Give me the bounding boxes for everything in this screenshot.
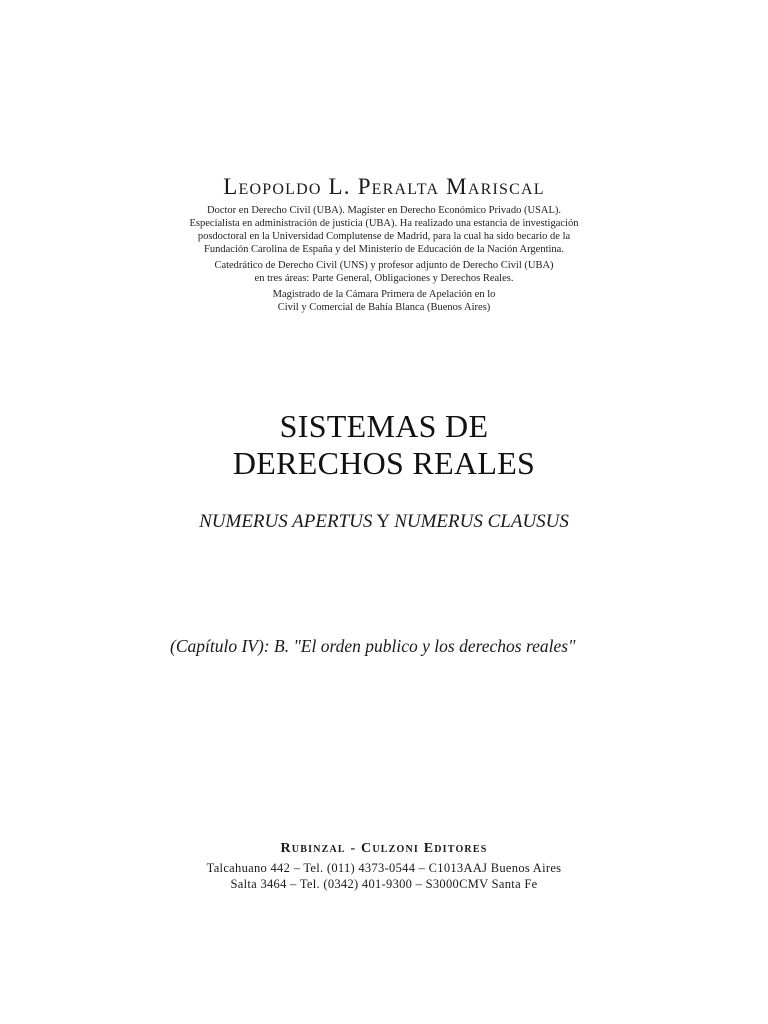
book-subtitle xyxy=(0,509,768,535)
book-title-line-2: DERECHOS REALES xyxy=(232,445,536,481)
credentials-line: Doctor en Derecho Civil (UBA). Magíster en Derecho Económico Privado (USAL). xyxy=(207,205,561,216)
credentials-judicial xyxy=(0,288,768,314)
publisher-address-santa-fe: Salta 3464 – Tel. (0342) 401-9300 – S3000CMV Santa Fe xyxy=(230,877,538,891)
subtitle-connector: Y xyxy=(372,511,395,532)
credentials-line: Civil y Comercial de Bahía Blanca (Buenos Aires) xyxy=(277,302,491,313)
book-title xyxy=(0,408,768,482)
author-name: Leopoldo L. Peralta Mariscal xyxy=(223,174,545,199)
book-title-line-1: SISTEMAS DE xyxy=(279,408,489,444)
credentials-line: en tres áreas: Parte General, Obligaciones y Derechos Reales. xyxy=(254,273,514,284)
credentials-line: Catedrático de Derecho Civil (UNS) y profesor adjunto de Derecho Civil (UBA) xyxy=(214,260,554,271)
subtitle-numerus-clausus: NUMERUS CLAUSUS xyxy=(394,511,569,532)
credentials-line: Fundación Carolina de España y del Ministerio de Educación de la Nación Argentina. xyxy=(204,244,564,255)
publisher-addresses xyxy=(0,860,768,892)
publisher-address-buenos-aires: Talcahuano 442 – Tel. (011) 4373-0544 – C1013AAJ Buenos Aires xyxy=(206,861,562,875)
credentials-line: Magistrado de la Cámara Primera de Apelación en lo xyxy=(272,289,496,300)
credentials-line: Especialista en administración de justicia (UBA). Ha realizado una estancia de investigación xyxy=(189,218,579,229)
credentials-line: posdoctoral en la Universidad Complutense de Madrid, para la cual ha sido becario de la xyxy=(197,231,571,242)
publisher-name: Rubinzal - Culzoni Editores xyxy=(280,841,488,856)
credentials-teaching xyxy=(0,259,768,285)
author-credentials xyxy=(0,204,768,314)
chapter-reference: (Capítulo IV): B. "El orden publico y los derechos reales" xyxy=(170,636,576,656)
credentials-academic xyxy=(0,204,768,256)
subtitle-numerus-apertus: NUMERUS APERTUS xyxy=(199,511,373,532)
